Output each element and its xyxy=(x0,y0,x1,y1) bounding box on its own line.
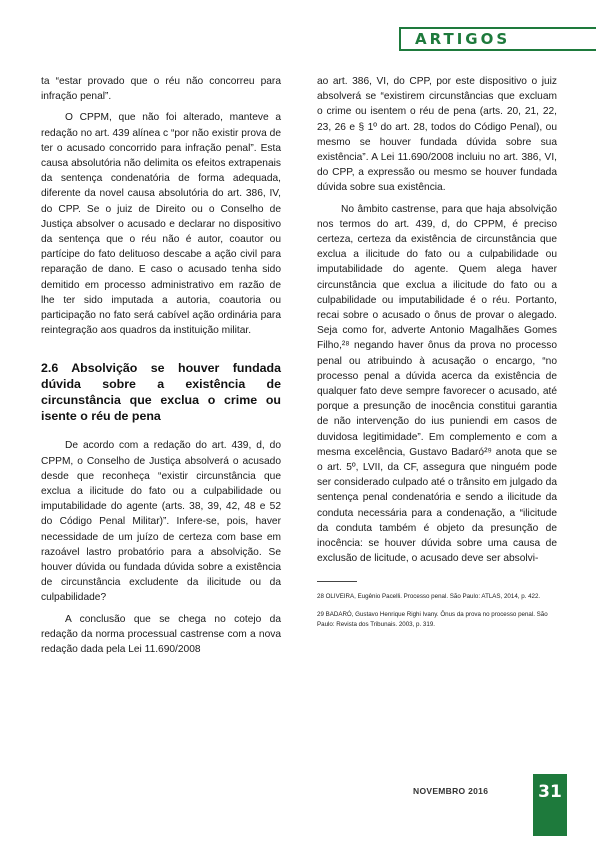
footnote: 29 BADARÓ, Gustavo Henrique Righi Ivany. Ônus da prova no processo penal. São Paulo: Revista dos Tribunais. 2003, p. 319. xyxy=(317,610,548,628)
section-header xyxy=(399,27,596,51)
paragraph: O CPPM, que não foi alterado, manteve a redação no art. 439 alínea c “por não existir prova de ter o acusado concorrido para infração penal”. Esta causa absolutória não delimita os efeitos extrapenais da sentença condenatória de forma adequada, diferente da novel causa absolutória do art. 386, IV, do CPP. Se o juiz de Direito ou o Conselho de Justiça absolver o acusado e declarar no dispositivo da sentença que o réu não é autor, coautor ou partícipe do fato delituoso descabe a ação civil para reparação de dano. E caso o acusado tenha sido demitido em processo administrativo em razão de lhe ter sido imputada a autoria, coautoria ou participação no fato será cabível ação ordinária para reintegração aos quadros da instituição militar. xyxy=(41,112,281,337)
paragraph: ao art. 386, VI, do CPP, por este dispositivo o juiz absolverá se “existirem circunstâncias que excluam o crime ou isentem o réu de pena (arts. 20, 21, 22, 23, 26 e § 1º do art. 28, todos do Código Penal), ou mesmo se houver fundada dúvida sobre sua existência”. A Lei 11.690/2008 incluiu no art. 386, VI, do CPP, a expressão ou mesmo se houver fundada dúvida sobre sua existência. xyxy=(317,76,557,194)
paragraph: A conclusão que se chega no cotejo da redação da norma processual castrense com a nova redação dada pela Lei 11.690/2008 xyxy=(41,613,281,656)
page-number-box xyxy=(533,774,567,836)
paragraph: ta “estar provado que o réu não concorreu para infração penal”. xyxy=(41,76,281,103)
footnote-divider xyxy=(317,581,357,582)
section-heading: 2.6 Absolvição se houver fundada dúvida sobre a existência de circunstância que exclua o crime ou isente o réu de pena xyxy=(41,361,281,424)
footnote: 28 OLIVEIRA, Eugênio Pacelli. Processo penal. São Paulo: ATLAS, 2014, p. 422. xyxy=(317,592,541,600)
section-header-label: ARTIGOS xyxy=(415,30,511,48)
issue-date: NOVEMBRO 2016 xyxy=(413,786,489,796)
page-number: 31 xyxy=(538,782,562,802)
left-column xyxy=(41,74,281,663)
right-column xyxy=(317,74,557,638)
paragraph: No âmbito castrense, para que haja absolvição nos termos do art. 439, d, do CPPM, é preciso certeza, certeza da existência de circunstância que exclua a ilicitude do fato ou a culpabilidade ou imputabilidade do agente. Quem alega haver circunstância que exclua a ilicitude do fato ou a culpabilidade ou imputabilidade é o réu. Portanto, recai sobre o acusado o ônus de provar o alegado. Seja como for, adverte Antonio Magalhães Gomes Filho,²⁸ negando haver ônus da prova no processo penal ou atribuindo à acusação o encargo, “no processo penal a dúvida acerca da existência de qualquer fato deve sempre favorecer o acusado, até porque a presunção de inocência constitui garantia de não intervenção do ius puniendi em casos de duvidosa legitimidade”. Em complemento e com a mesma excelência, Gustavo Badaró²⁹ anota que se o art. 5º, LVII, da CF, assegura que ninguém pode ser considerado culpado até o trânsito em julgado da sentença penal condenatória e sendo a ilicitude da conduta necessária para a condenação, a “ilicitude da conduta também é objeto da presunção de inocência: se houver dúvida sobre uma causa de exclusão de licitude, o acusado deve ser absolvi- xyxy=(317,203,557,565)
paragraph: De acordo com a redação do art. 439, d, do CPPM, o Conselho de Justiça absolverá o acusado desde que reconheça “existir circunstância que exclua a ilicitude do fato ou a culpabilidade ou imputabilidade do agente (arts. 38, 39, 42, 48 e 52 do Código Penal Militar)”. Infere-se, pois, haver necessidade de um juízo de certeza com base em razoável lastro probatório para a absolvição. Se houver dúvida ou fundada dúvida sobre a existência de circunstância excludente da ilicitude ou da culpabilidade? xyxy=(41,440,281,604)
